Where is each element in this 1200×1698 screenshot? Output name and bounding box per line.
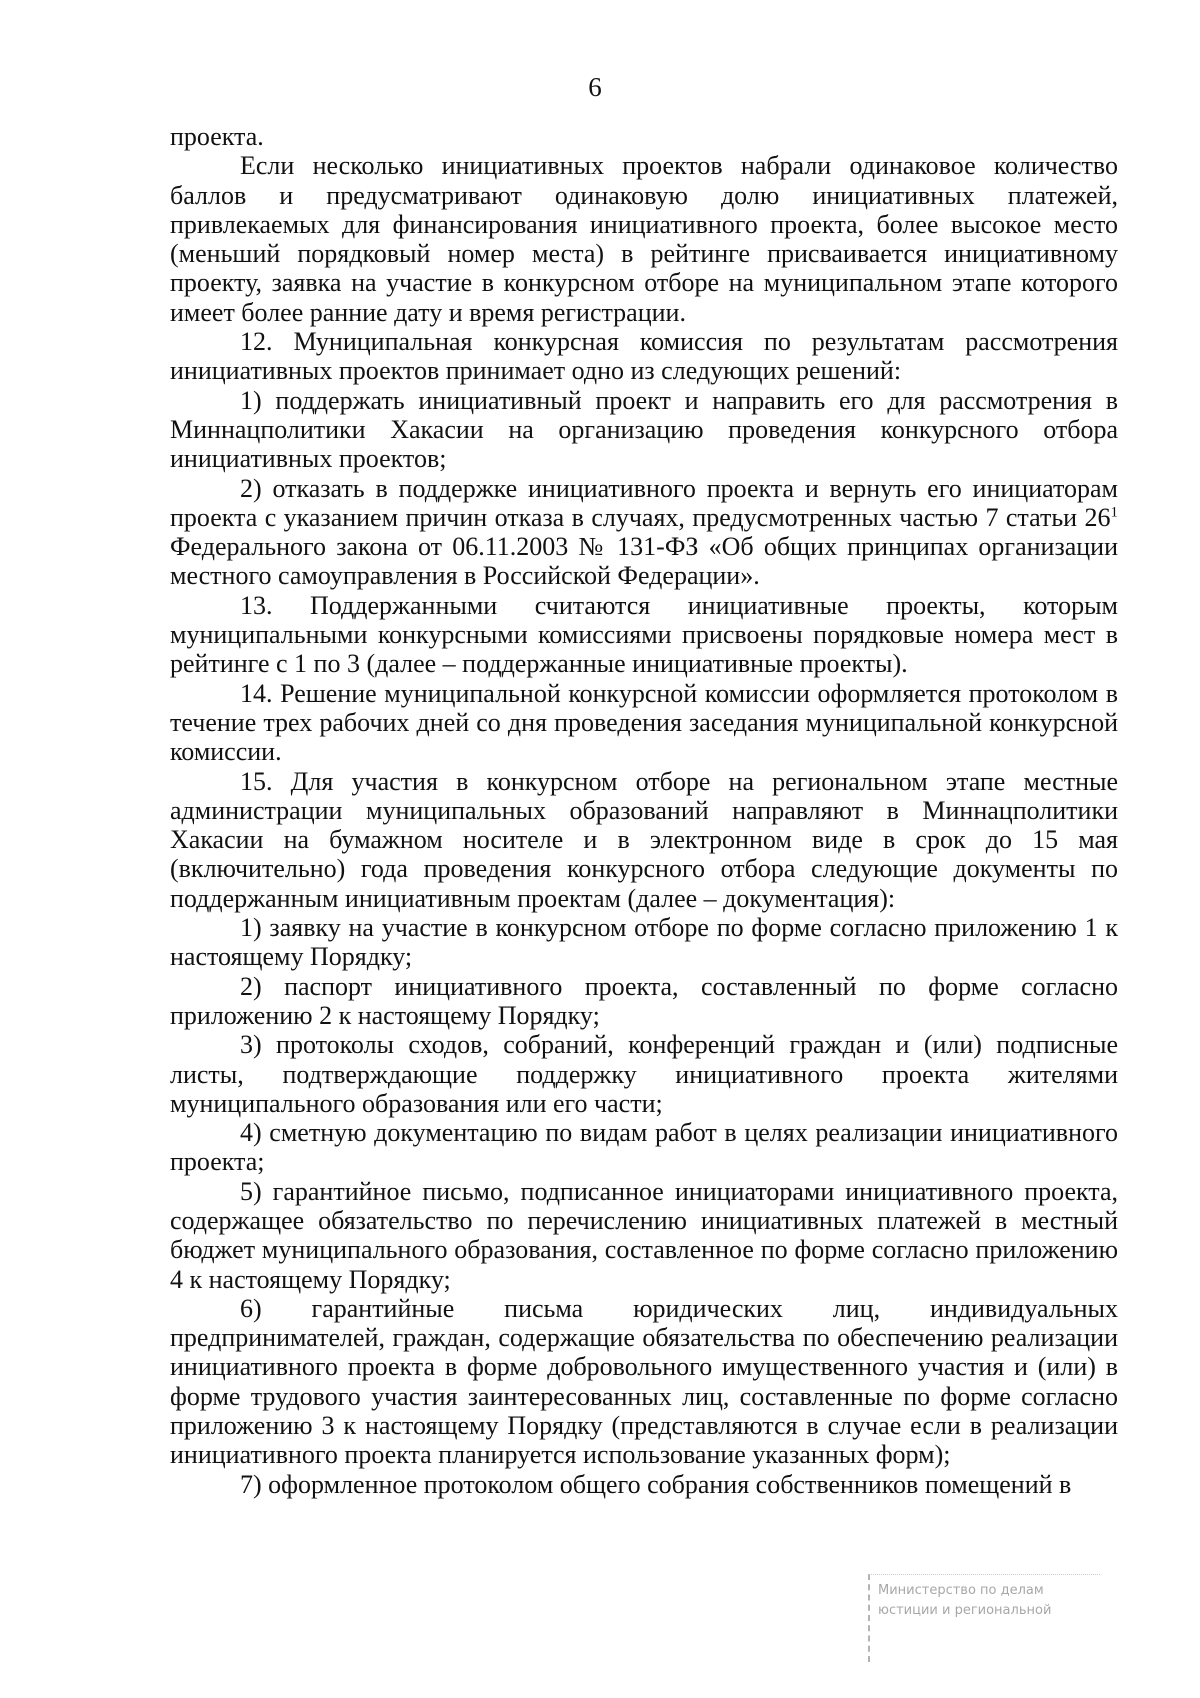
registration-stamp — [868, 1574, 1100, 1662]
paragraph: 2) паспорт инициативного проекта, составленный по форме согласно приложению 2 к настоящему Порядку; — [170, 971, 1118, 1030]
paragraph: 14. Решение муниципальной конкурсной комиссии оформляется протоколом в течение трех рабочих дней со дня проведения заседания муниципальной конкурсной комиссии. — [170, 678, 1118, 767]
page-number: 6 — [588, 72, 602, 102]
stamp-line: юстиции и региональной — [878, 1603, 1052, 1618]
paragraph: 5) гарантийное письмо, подписанное инициаторами инициативного проекта, содержащее обязательство по перечислению инициативных платежей в местный бюджет муниципального образования, составленное по форме согласно приложению 4 к настоящему Порядку; — [170, 1176, 1118, 1294]
paragraph: 1) заявку на участие в конкурсном отборе по форме согласно приложению 1 к настоящему Порядку; — [170, 913, 1118, 972]
paragraph: 1) поддержать инициативный проект и направить его для рассмотрения в Миннацполитики Хакасии на организацию проведения конкурсного отбора инициативных проектов; — [170, 385, 1118, 474]
paragraph: 4) сметную документацию по видам работ в целях реализации инициативного проекта; — [170, 1118, 1118, 1177]
paragraph: 15. Для участия в конкурсном отборе на региональном этапе местные администрации муниципальных образований направляют в Миннацполитики Хакасии на бумажном носителе и в электронном виде в срок до 15 мая (включительно) года проведения конкурсного отбора следующие документы по поддержанным инициативным проектам (далее – документация): — [170, 766, 1118, 913]
paragraph-text: Федерального закона от 06.11.2003 № 131-ФЗ «Об общих принципах организации местного самоуправления в Российской Федерации». — [170, 532, 1118, 591]
paragraph: Если несколько инициативных проектов набрали одинаковое количество баллов и предусматривают одинаковую долю инициативных платежей, привлекаемых для финансирования инициативного проекта, более высокое место (меньший порядковый номер места) в рейтинге присваивается инициативному проекту, заявка на участие в конкурсном отборе на муниципальном этапе которого имеет более ранние дату и время регистрации. — [170, 151, 1118, 327]
paragraph: 7) оформленное протоколом общего собрания собственников помещений в — [240, 1469, 1072, 1499]
paragraph: 6) гарантийные письма юридических лиц, индивидуальных предпринимателей, граждан, содержащие обязательства по обеспечению реализации инициативного проекта в форме добровольного имущественного участия и (или) в форме трудового участия заинтересованных лиц, составленные по форме согласно приложению 3 к настоящему Порядку (представляются в случае если в реализации инициативного проекта планируется использование указанных форм); — [170, 1293, 1118, 1470]
paragraph: проекта. — [170, 122, 264, 151]
paragraph: 3) протоколы сходов, собраний, конференций граждан и (или) подписные листы, подтверждающие поддержку инициативного проекта жителями муниципального образования или его части; — [170, 1030, 1118, 1118]
superscript: 1 — [1110, 504, 1118, 521]
paragraph — [170, 474, 1118, 591]
stamp-line: Министерство по делам — [878, 1583, 1044, 1598]
paragraph: 12. Муниципальная конкурсная комиссия по результатам рассмотрения инициативных проектов принимает одно из следующих решений: — [170, 327, 1118, 386]
paragraph: 13. Поддержанными считаются инициативные проекты, которым муниципальными конкурсными комиссиями присвоены порядковые номера мест в рейтинге с 1 по 3 (далее – поддержанные инициативные проекты). — [170, 590, 1118, 679]
document-body — [170, 122, 1118, 1499]
paragraph-text: 2) отказать в поддержке инициативного проекта и вернуть его инициаторам проекта с указанием причин отказа в случаях, предусмотренных частью 7 статьи 26 — [170, 473, 1118, 532]
